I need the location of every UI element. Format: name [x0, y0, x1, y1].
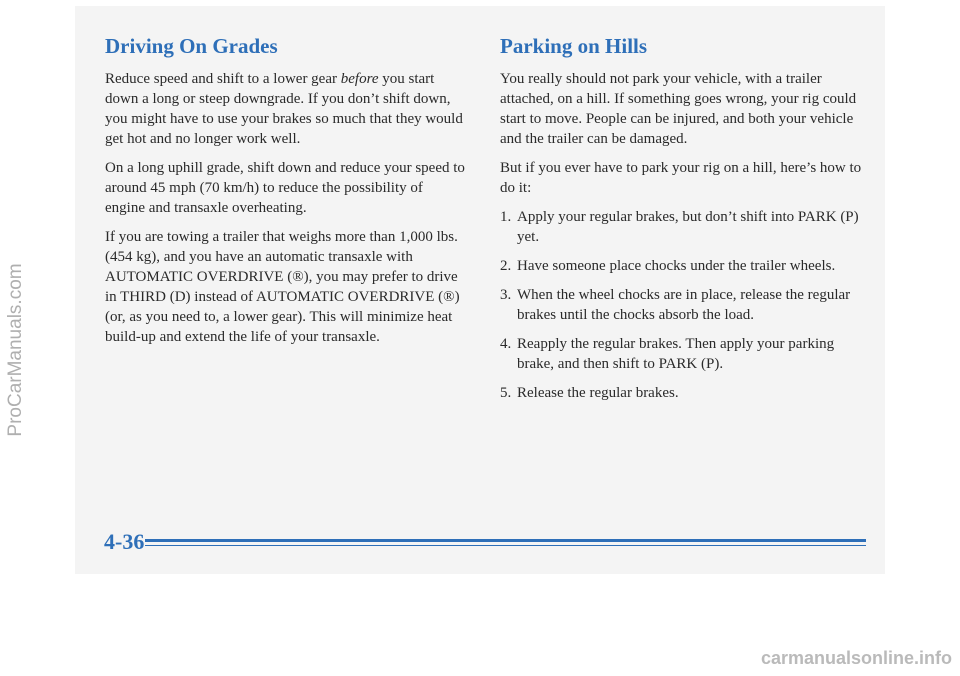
step-number: 2. — [500, 258, 512, 274]
paragraph-downgrade-emphasis: before — [340, 71, 379, 87]
paragraph-parking-intro: But if you ever have to park your rig on a hill, here’s how to do it: — [500, 160, 862, 196]
bottom-watermark: carmanualsonline.info — [760, 648, 952, 668]
side-watermark — [6, 230, 26, 470]
paragraph-downgrade — [105, 69, 465, 149]
step-text: When the wheel chocks are in place, release the regular brakes until the chocks absorb the load. — [517, 287, 851, 323]
footer-rule-thin — [145, 545, 866, 546]
driving-on-grades-section — [105, 34, 465, 356]
paragraph-downgrade-part2: you start down a long or steep downgrade. If you don’t shift down, you might have to use your brakes so much that they would get hot and no longer work well. — [105, 71, 463, 147]
paragraph-uphill: On a long uphill grade, shift down and reduce your speed to around 45 mph (70 km/h) to reduce the possibility of engine and transaxle overheating. — [105, 160, 465, 216]
footer-rule-thick — [145, 539, 866, 542]
parking-on-hills-section — [500, 34, 872, 412]
paragraph-downgrade-part1: Reduce speed and shift to a lower gear — [105, 71, 341, 87]
list-item — [500, 383, 872, 403]
list-item — [500, 207, 872, 247]
side-watermark-text: ProCarManuals.com — [5, 263, 26, 437]
step-text: Apply your regular brakes, but don’t shift into PARK (P) yet. — [517, 209, 859, 245]
manual-page — [75, 6, 885, 574]
list-item — [500, 285, 872, 325]
parking-steps-list — [500, 207, 872, 403]
step-text: Reapply the regular brakes. Then apply your parking brake, and then shift to PARK (P). — [517, 336, 835, 372]
step-number: 4. — [500, 336, 512, 352]
page-number: 4-36 — [104, 529, 145, 554]
paragraph-parking-warning: You really should not park your vehicle, with a trailer attached, on a hill. If something goes wrong, your rig could start to move. People can be injured, and both your vehicle and the trailer can be damaged. — [500, 71, 857, 147]
section-title-driving-on-grades: Driving On Grades — [105, 34, 278, 58]
step-number: 5. — [500, 385, 512, 401]
step-number: 1. — [500, 209, 512, 225]
step-number: 3. — [500, 287, 512, 303]
paragraph-towing: If you are towing a trailer that weighs more than 1,000 lbs. (454 kg), and you have an automatic transaxle with AUTOMATIC OVERDRIVE (®), you may prefer to drive in THIRD (D) instead of AUTOMATIC OVERDRIVE (®) (or, as you need to, a lower gear). This will minimize heat build-up and extend the life of your transaxle. — [105, 229, 460, 345]
step-text: Release the regular brakes. — [517, 385, 679, 401]
list-item — [500, 256, 872, 276]
list-item — [500, 334, 872, 374]
step-text: Have someone place chocks under the trailer wheels. — [517, 258, 836, 274]
section-title-parking-on-hills: Parking on Hills — [500, 34, 648, 58]
